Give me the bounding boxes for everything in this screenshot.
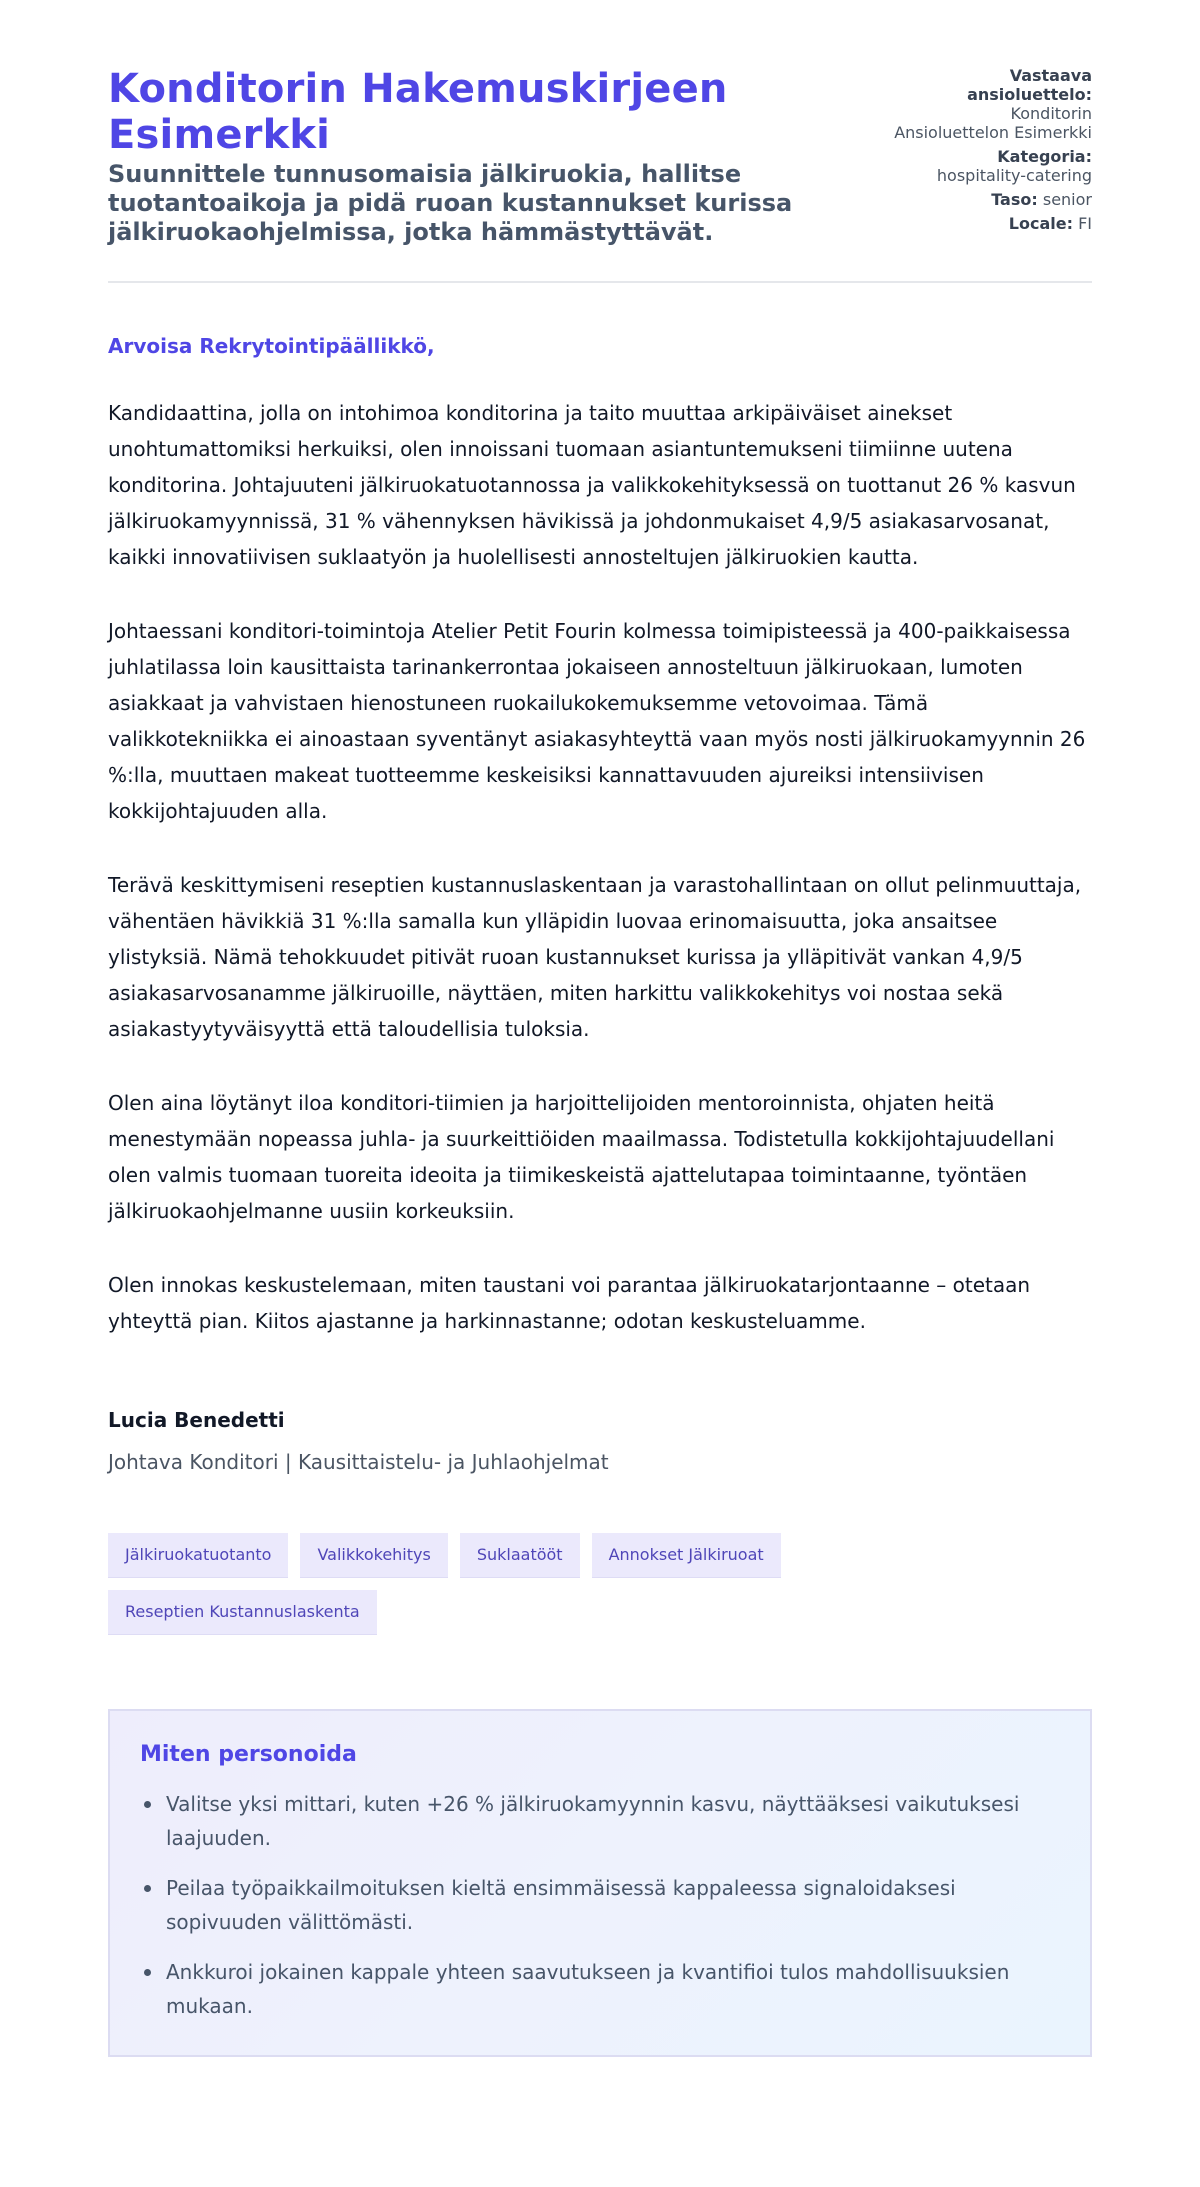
meta-resume-label: Vastaava ansioluettelo: xyxy=(967,66,1092,104)
tip-item xyxy=(140,1955,1060,2023)
personalization-tips xyxy=(108,1709,1092,2057)
signature-title: Johtava Konditori | Kausittaistelu- ja Juhlaohjelmat xyxy=(108,1450,609,1474)
meta-level xyxy=(892,190,1092,209)
meta-locale-label: Locale: xyxy=(1008,214,1073,233)
tip-text: Ankkuroi jokainen kappale yhteen saavutukseen ja kvantifioi tulos mahdollisuuksien mukaan. xyxy=(166,1960,1010,2018)
letter-greeting: Arvoisa Rekrytointipäällikkö, xyxy=(108,334,435,358)
letter-paragraph-4: Olen aina löytänyt iloa konditori-tiimien ja harjoittelijoiden mentoroinnista, ohjaten heitä menestymään nopeassa juhla- ja suurkeittiöiden maailmassa. Todistetulla kokkijohtajuudellani olen valmis tuomaan tuoreita ideoita ja tiimikeskeistä ajattelutapaa toimintaanne, työntäen jälkiruokaohjelmanne uusiin korkeuksiin. xyxy=(108,1091,1055,1223)
skill-tag: Jälkiruokatuotanto xyxy=(108,1533,288,1578)
meta-locale xyxy=(892,214,1092,233)
meta-category-value: hospitality-catering xyxy=(936,166,1092,185)
page-header xyxy=(108,66,1092,283)
meta-resume xyxy=(892,66,1092,142)
letter-paragraph-3: Terävä keskittymiseni reseptien kustannuslaskentaan ja varastohallintaan on ollut pelinmuuttaja, vähentäen hävikkiä 31 %:lla samalla kun ylläpidin luovaa erinomaisuutta, joka ansaitsee ylistyksiä. Nämä tehokkuudet pitivät ruoan kustannukset kurissa ja ylläpitivät vankan 4,9/5 asiakasarvosanamme jälkiruoille, näyttäen, miten harkittu valikkokehitys voi nostaa sekä asiakastyytyväisyyttä että taloudellisia tuloksia. xyxy=(108,873,1082,1041)
signature-block xyxy=(108,1407,1092,1475)
skill-tags xyxy=(108,1533,888,1635)
meta-resume-value: Konditorin Ansioluettelon Esimerkki xyxy=(894,104,1092,142)
page-title: Konditorin Hakemuskirjeen Esimerkki xyxy=(108,66,728,158)
tips-list xyxy=(140,1787,1060,2023)
signature-name: Lucia Benedetti xyxy=(108,1408,285,1432)
meta-locale-value: FI xyxy=(1078,214,1092,233)
tip-text: Peilaa työpaikkailmoituksen kieltä ensimmäisessä kappaleessa signaloidaksesi sopivuuden välittömästi. xyxy=(166,1876,956,1934)
meta-level-label: Taso: xyxy=(991,190,1038,209)
tip-text: Valitse yksi mittari, kuten +26 % jälkiruokamyynnin kasvu, näyttääksesi vaikutuksesi laajuuden. xyxy=(166,1792,1020,1850)
meta-panel xyxy=(892,66,1092,238)
letter-paragraph-5: Olen innokas keskustelemaan, miten taustani voi parantaa jälkiruokatarjontaanne – otetaan yhteyttä pian. Kiitos ajastanne ja harkinnastanne; odotan keskusteluamme. xyxy=(108,1273,1031,1333)
header-titles xyxy=(108,66,868,247)
letter-paragraph-2: Johtaessani konditori-toimintoja Atelier Petit Fourin kolmessa toimipisteessä ja 400-paikkaisessa juhlatilassa loin kausittaista tarinankerrontaa jokaiseen annosteltuun jälkiruokaan, lumoten asiakkaat ja vahvistaen hienostuneen ruokailukokemuksemme vetovoimaa. Tämä valikkotekniikka ei ainoastaan syventänyt asiakasyhteyttä vaan myös nosti jälkiruokamyynnin 26 %:lla, muuttaen makeat tuotteemme keskeisiksi kannattavuuden ajureiksi intensiivisen kokkijohtajuuden alla. xyxy=(108,619,1086,823)
tips-title: Miten personoida xyxy=(140,1742,357,1767)
page-subtitle: Suunnittele tunnusomaisia jälkiruokia, hallitse tuotantoaikoja ja pidä ruoan kustannukset kurissa jälkiruokaohjelmissa, jotka hämmästyttävät. xyxy=(108,160,793,246)
tip-item xyxy=(140,1871,1060,1939)
skill-tag: Suklaatööt xyxy=(460,1533,580,1578)
bullet-icon xyxy=(144,1969,151,1976)
meta-level-value: senior xyxy=(1042,190,1092,209)
meta-category-label: Kategoria: xyxy=(997,147,1092,166)
tip-item xyxy=(140,1787,1060,1855)
letter-body xyxy=(108,333,1092,1339)
letter-paragraph-1: Kandidaattina, jolla on intohimoa konditorina ja taito muuttaa arkipäiväiset ainekset unohtumattomiksi herkuiksi, olen innoissani tuomaan asiantuntemukseni tiimiinne uutena konditorina. Johtajuuteni jälkiruokatuotannossa ja valikkokehityksessä on tuottanut 26 % kasvun jälkiruokamyynnissä, 31 % vähennyksen hävikissä ja johdonmukaiset 4,9/5 asiakasarvosanat, kaikki innovatiivisen suklaatyön ja huolellisesti annosteltujen jälkiruokien kautta. xyxy=(108,401,1076,569)
bullet-icon xyxy=(144,1885,151,1892)
skill-tag: Valikkokehitys xyxy=(300,1533,447,1578)
bullet-icon xyxy=(144,1801,151,1808)
skill-tag: Reseptien Kustannuslaskenta xyxy=(108,1590,377,1635)
skill-tag: Annokset Jälkiruoat xyxy=(592,1533,781,1578)
meta-category xyxy=(892,147,1092,185)
